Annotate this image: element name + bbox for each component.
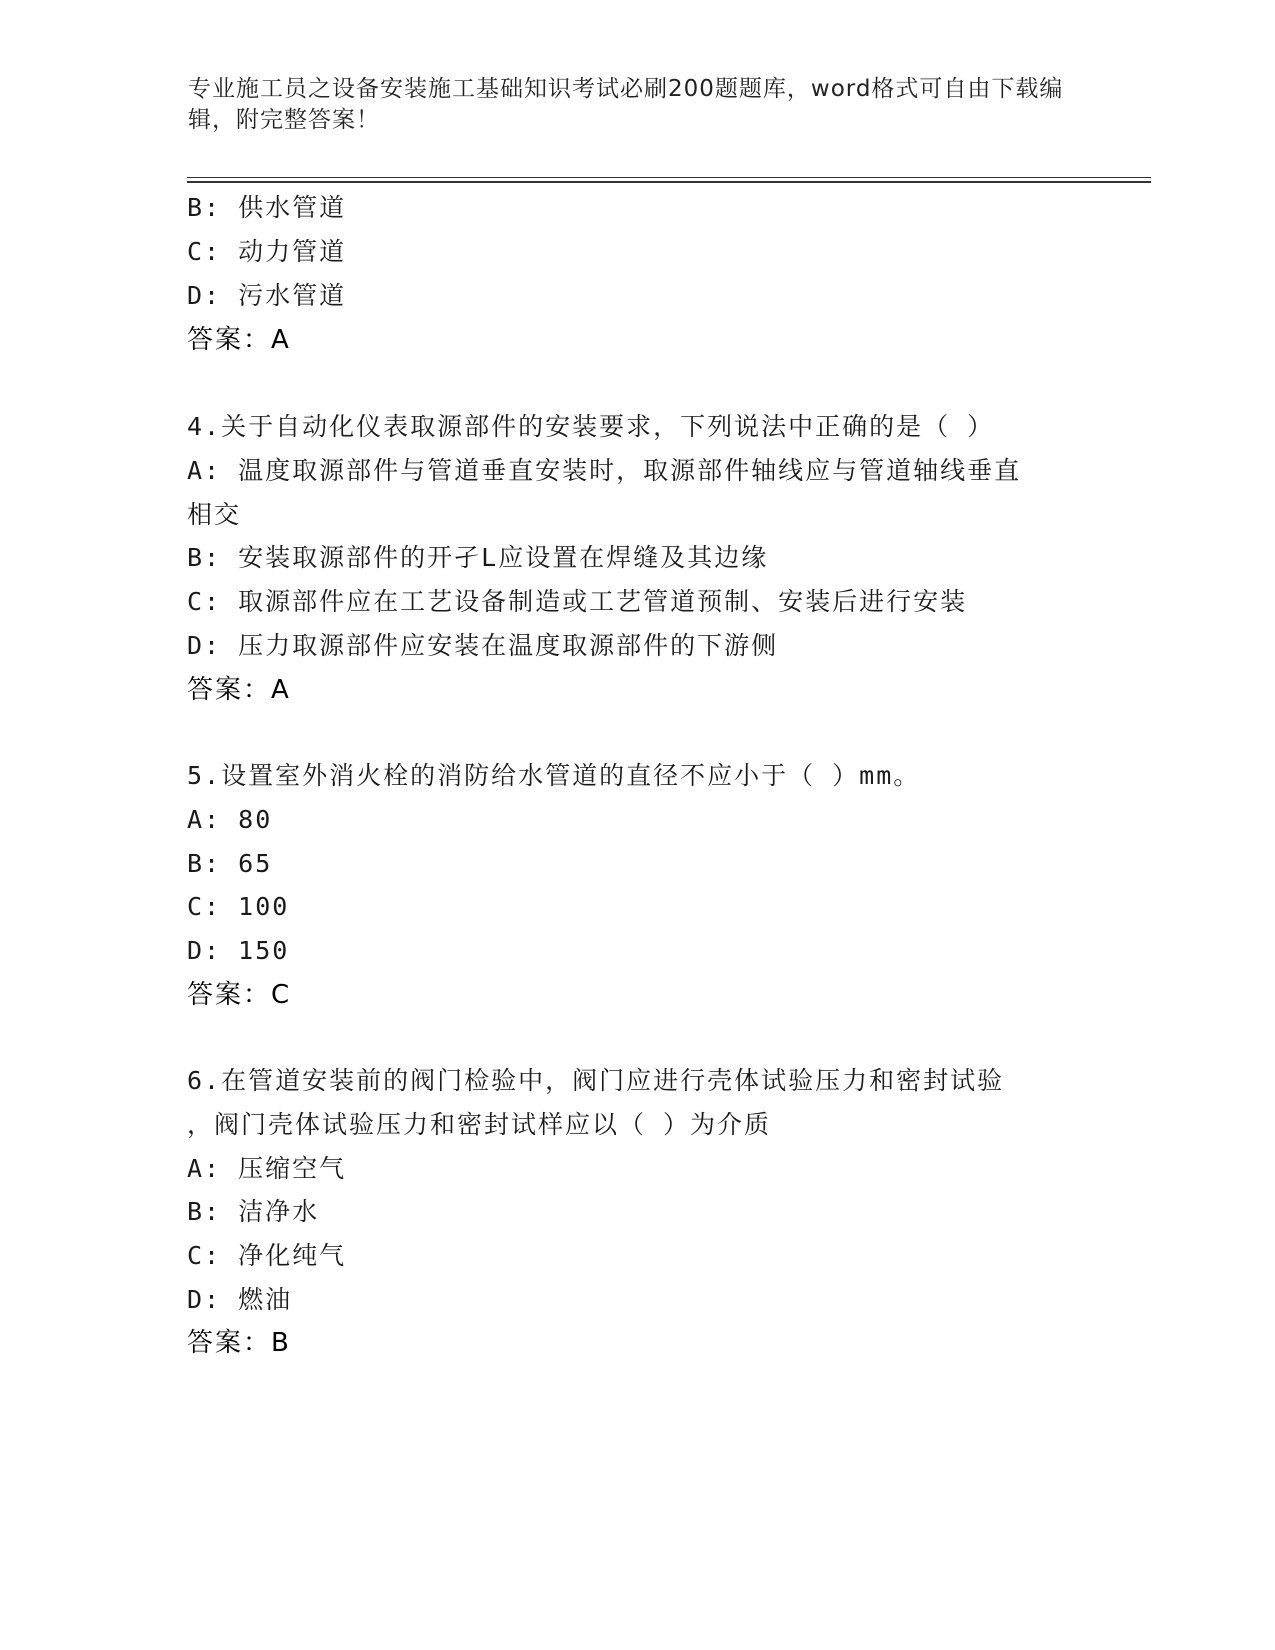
q4-option-a-line2: 相交 bbox=[187, 500, 242, 529]
q5-option-b: B: 65 bbox=[187, 849, 273, 878]
q6-stem-line2: ，阀门壳体试验压力和密封试样应以（ ）为介质 bbox=[187, 1110, 772, 1139]
q4-option-d: D: 压力取源部件应安装在温度取源部件的下游侧 bbox=[187, 631, 779, 660]
q5-answer: 答案：C bbox=[187, 980, 292, 1010]
header-divider-thin bbox=[187, 177, 1151, 178]
q6-option-a: A: 压缩空气 bbox=[187, 1154, 347, 1183]
q4-option-b: B: 安装取源部件的开孑L应设置在焊缝及其边缘 bbox=[187, 543, 769, 572]
q6-option-c: C: 净化纯气 bbox=[187, 1241, 347, 1270]
q3-option-c: C: 动力管道 bbox=[187, 237, 347, 266]
q3-option-b: B: 供水管道 bbox=[187, 193, 347, 222]
q3-answer: 答案：A bbox=[187, 325, 291, 355]
q6-option-b: B: 洁净水 bbox=[187, 1197, 320, 1226]
q4-answer: 答案：A bbox=[187, 675, 291, 705]
q6-option-d: D: 燃油 bbox=[187, 1285, 293, 1314]
q3-option-d: D: 污水管道 bbox=[187, 281, 347, 310]
q5-option-a: A: 80 bbox=[187, 805, 273, 834]
q5-option-d: D: 150 bbox=[187, 936, 290, 965]
header-divider-thick bbox=[187, 181, 1151, 183]
q6-answer: 答案：B bbox=[187, 1328, 291, 1358]
q5-stem: 5.设置室外消火栓的消防给水管道的直径不应小于（ ）mm。 bbox=[187, 761, 921, 790]
q6-stem-line1: 6.在管道安装前的阀门检验中，阀门应进行壳体试验压力和密封试验 bbox=[187, 1066, 1005, 1095]
q5-option-c: C: 100 bbox=[187, 892, 290, 921]
q4-option-c: C: 取源部件应在工艺设备制造或工艺管道预制、安装后进行安装 bbox=[187, 587, 968, 616]
document-header: 专业施工员之设备安装施工基础知识考试必刷200题题库，word格式可自由下载编辑，附完整答案！ bbox=[188, 76, 1064, 133]
q4-stem: 4.关于自动化仪表取源部件的安装要求，下列说法中正确的是（ ） bbox=[187, 412, 995, 441]
q4-option-a-line1: A: 温度取源部件与管道垂直安装时，取源部件轴线应与管道轴线垂直 bbox=[187, 456, 1022, 485]
